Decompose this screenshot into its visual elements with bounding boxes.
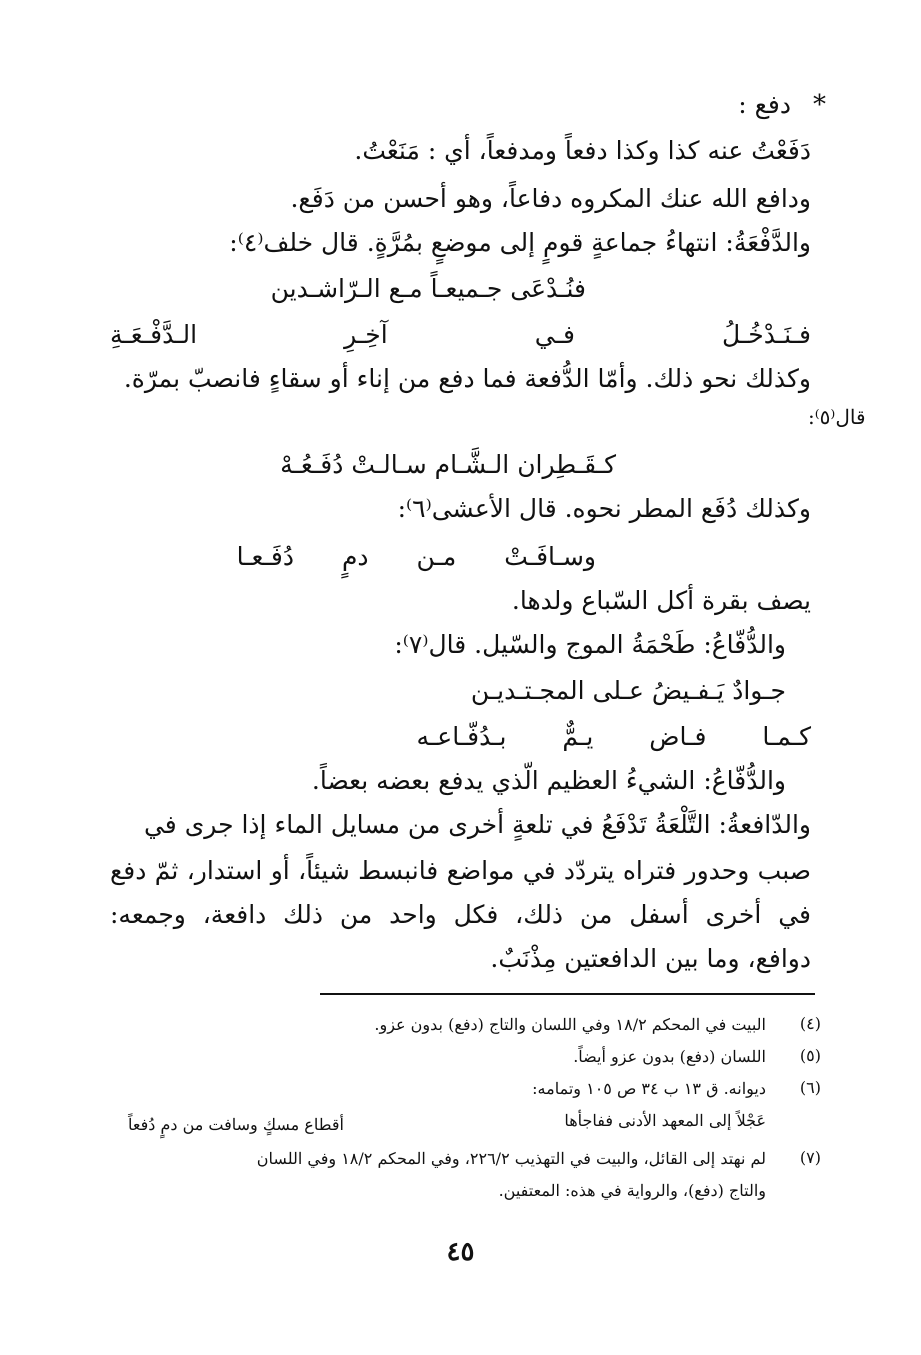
footnote-text: والتاج (دفع)، والرواية في هذه: المعتفين.	[498, 1181, 766, 1200]
footnote-text: اللسان (دفع) بدون عزو أيضاً.	[573, 1047, 766, 1066]
text-line: صبب وحدور فتراه يتردّد في مواضع فانبسط شيئاً، أو استدار، ثمّ دفع	[110, 856, 811, 885]
text-line: دوافع، وما بين الدافعتين مِذْنَبٌ.	[490, 944, 811, 973]
footnote-verse-first: عَجْلاً إلى المعهد الأدنى ففاجأها	[564, 1111, 766, 1130]
text-line: وكذلك نحو ذلك. وأمّا الدُّفعة فما دفع من إناء أو سقاءٍ فانصبّ بمرّة.	[123, 364, 811, 393]
entry-heading: دفع :	[738, 90, 791, 119]
verse-hemistich: فنُـدْعَى جـميعـاً مـع الـرّاشـدين	[270, 274, 586, 303]
text-line: في أخرى أسفل من ذلك، فكل واحد من ذلك دافعة، وجمعه:	[110, 900, 811, 929]
footnote-text: لم نهتد إلى القائل، والبيت في التهذيب ٢٢٦/٢، وفي المحكم ١٨/٢ وفي اللسان	[256, 1149, 766, 1168]
footnote-text: ديوانه. ق ١٣ ب ٣٤ ص ١٠٥ وتمامه:	[532, 1079, 766, 1098]
footnote-number: (٦)	[799, 1078, 821, 1097]
footnote-number: (٤)	[799, 1014, 821, 1033]
text-line: والدُّفّاعُ: الشيءُ العظيم الّذي يدفع بعضه بعضاً.	[311, 766, 786, 795]
verse-hemistich: وسـافَـتْ مـن دمٍ دُفَـعـا	[236, 542, 596, 571]
entry-marker: *	[813, 90, 826, 120]
text-line: قال⁽٥⁾:	[808, 405, 866, 429]
footnote-separator	[320, 993, 815, 995]
verse-hemistich: كـقَـطِران الـشَّـام سـالـتْ دُفَـعُـهْ	[280, 450, 616, 479]
text-line: يصف بقرة أكل السّباع ولدها.	[511, 586, 811, 615]
text-line: وكذلك دُفَع المطر نحوه. قال الأعشى⁽٦⁾:	[397, 494, 811, 523]
verse-hemistich: كـمـا فـاض يـمٌّ بـدُفّـاعـه	[416, 722, 811, 751]
footnote-text: البيت في المحكم ١٨/٢ وفي اللسان والتاج (دفع) بدون عزو.	[374, 1015, 766, 1034]
text-line: والدُّفّاعُ: طَحْمَةُ الموج والسّيل. قال⁽٧⁾:	[394, 630, 786, 659]
verse-hemistich: فـنَـدْخُـلُ فـي آخِـرِ الـدَّفْـعَـةِ	[110, 320, 811, 349]
footnote-verse-second: أقطاع مسكٍ وسافت من دمٍ دُفعاً	[128, 1115, 344, 1134]
text-line: ودافع الله عنك المكروه دفاعاً، وهو أحسن من دَفَع.	[290, 184, 811, 213]
text-line: دَفَعْتُ عنه كذا وكذا دفعاً ومدفعاً، أي : مَنَعْتُ.	[354, 136, 811, 165]
footnote-number: (٧)	[799, 1148, 821, 1167]
verse-hemistich: جـوادٌ يَـفـيضُ عـلى المجـتـديـن	[470, 676, 786, 705]
text-line: والدّافعةُ: التَّلْعَةُ تَدْفَعُ في تلعةٍ أخرى من مسايل الماء إذا جرى في	[143, 810, 811, 839]
text-line: والدَّفْعَةُ: انتهاءُ جماعةٍ قومٍ إلى موضعٍ بمُرَّةٍ. قال خلف⁽٤⁾:	[229, 228, 811, 257]
page-number: ٤٥	[446, 1237, 475, 1267]
footnote-number: (٥)	[799, 1046, 821, 1065]
